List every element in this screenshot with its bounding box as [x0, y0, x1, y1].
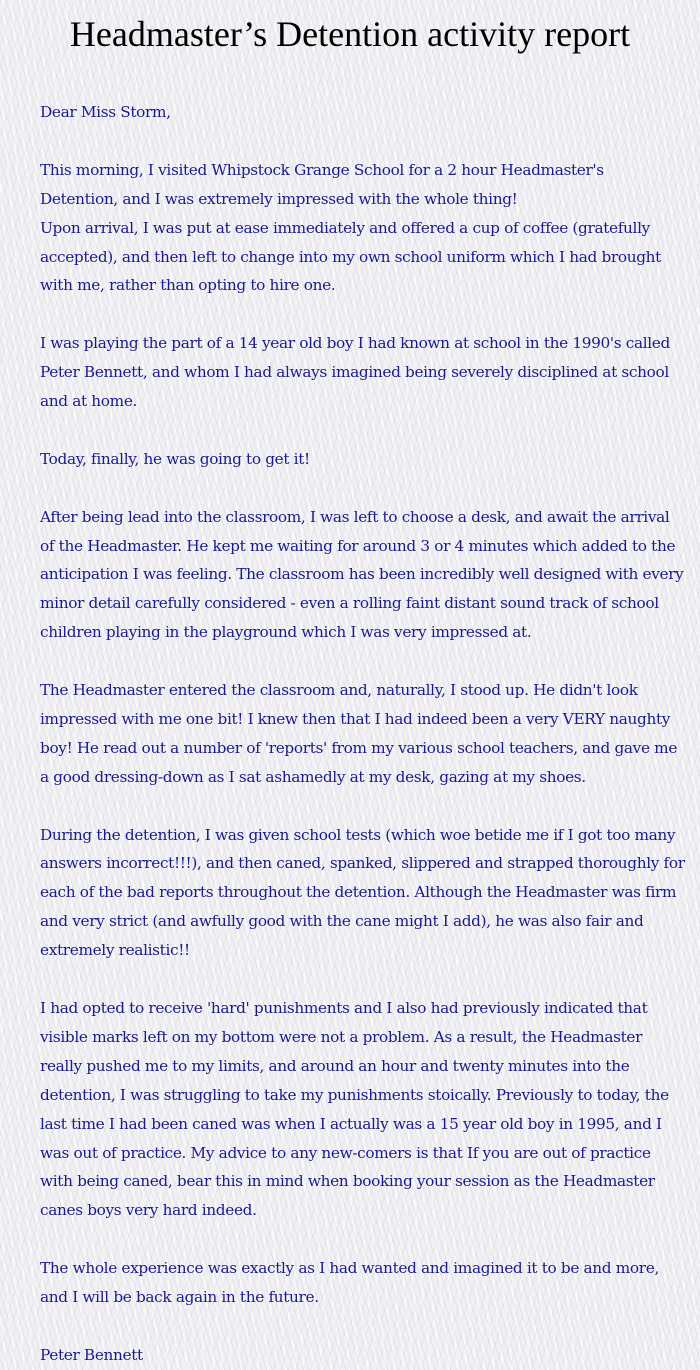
paragraph-3: I was playing the part of a 14 year old boy I had known at school in the 1990's called Peter Bennett, and whom I had always imagined being severely disciplined at school and at home.	[40, 334, 670, 411]
paragraph-6: The Headmaster entered the classroom and, naturally, I stood up. He didn't look impressed with me one bit! I knew then that I had indeed been a very VERY naughty boy! He read out a number of 'reports' from my various school teachers, and gave me a good dressing-down as I sat ashamedly at my desk, gazing at my shoes.	[40, 681, 678, 786]
paragraph-8: I had opted to receive 'hard' punishments and I also had previously indicated that visible marks left on my bottom were not a problem. As a result, the Headmaster really pushed me to my limits, and around an hour and twenty minutes into the detention, I was struggling to take my punishments stoically. Previously to today, the last time I had been caned was when I actually was a 15 year old boy in 1995, and I was out of practice. My advice to any new-comers is that If you are out of practice with being caned, bear this in mind when booking your session as the Headmaster canes boys very hard indeed.	[40, 998, 669, 1220]
letter-signature: Peter Bennett	[40, 1345, 143, 1364]
letter-greeting: Dear Miss Storm,	[40, 103, 171, 121]
paragraph-1: This morning, I visited Whipstock Grange School for a 2 hour Headmaster's Detention, and I was extremely impressed with the whole thing!	[40, 160, 604, 208]
paragraph-7: During the detention, I was given school tests (which woe betide me if I got too many answers incorrect!!!), and then caned, spanked, slippered and strapped thoroughly for each of the bad reports throughout the detention. Although the Headmaster was firm and very strict (and awfully good with the cane might I add), he was also fair and extremely realistic!!	[40, 825, 685, 960]
paragraph-4: Today, finally, he was going to get it!	[40, 449, 310, 468]
paragraph-2: Upon arrival, I was put at ease immediately and offered a cup of coffee (gratefully accepted), and then left to change into my own school uniform which I had brought with me, rather than opting to hire one.	[40, 218, 661, 295]
letter-body	[40, 98, 686, 1370]
paragraph-9: The whole experience was exactly as I had wanted and imagined it to be and more, and I will be back again in the future.	[40, 1259, 659, 1307]
paragraph-5: After being lead into the classroom, I was left to choose a desk, and await the arrival of the Headmaster. He kept me waiting for around 3 or 4 minutes which added to the anticipation I was feeling. The classroom has been incredibly well designed with every minor detail carefully considered - even a rolling faint distant sound track of school children playing in the playground which I was very impressed at.	[40, 507, 684, 642]
page-title: Headmaster’s Detention activity report	[69, 14, 631, 54]
